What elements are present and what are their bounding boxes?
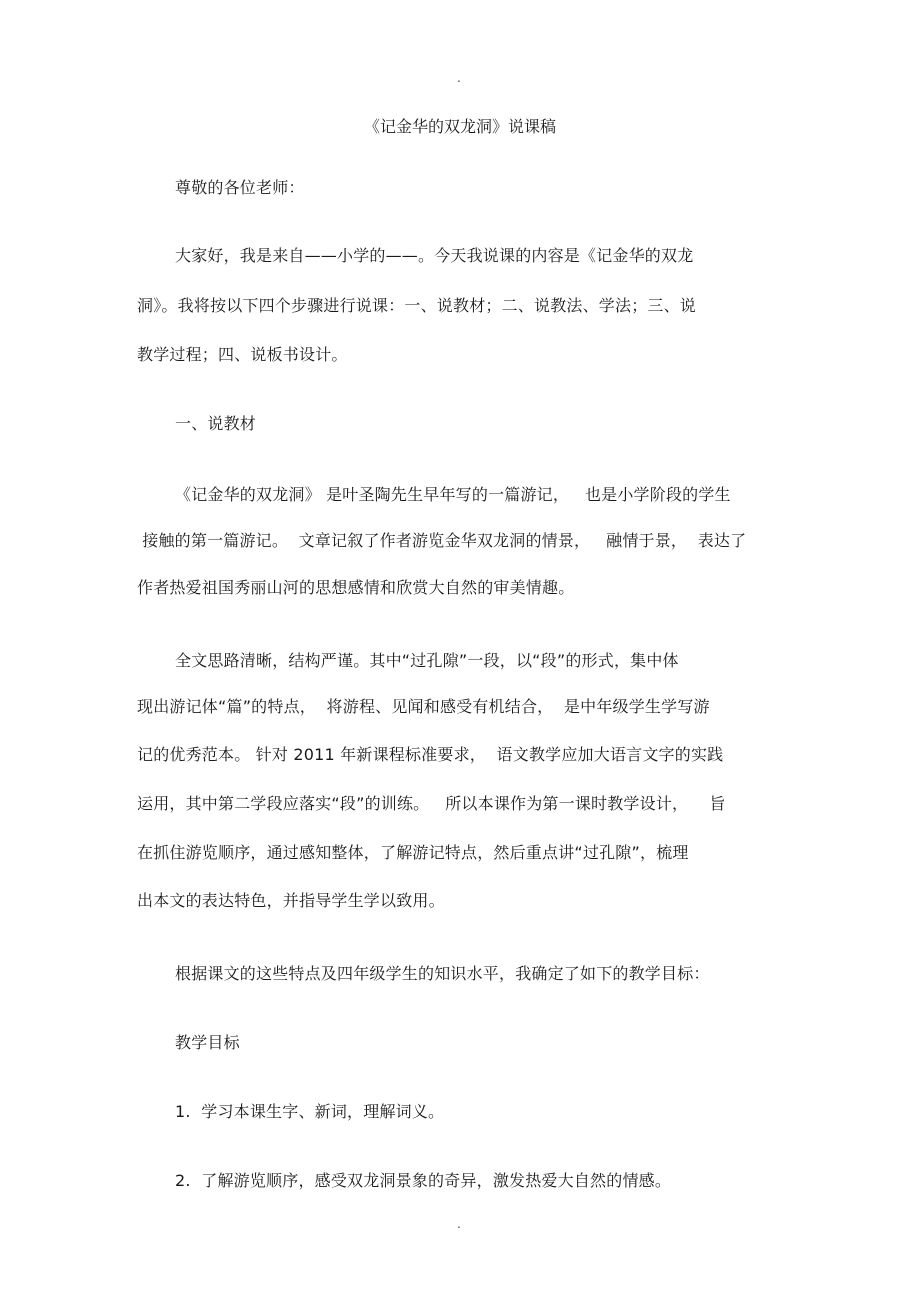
page-bottom-mark: . bbox=[457, 1217, 461, 1231]
para2-line-3: 记的优秀范本。 针对 2011 年新课程标准要求， 语文教学应加大语言文字的实践 bbox=[137, 745, 724, 764]
para1-line-1: 《记金华的双龙洞》 是叶圣陶先生早年写的一篇游记， 也是小学阶段的学生 bbox=[175, 485, 731, 504]
goal-item: 1. 学习本课生字、新词，理解词义。 bbox=[175, 1102, 445, 1121]
page-top-mark: . bbox=[457, 71, 461, 85]
intro-line-1: 大家好，我是来自——小学的——。今天我说课的内容是《记金华的双龙 bbox=[175, 246, 694, 265]
section-heading-materials: 一、说教材 bbox=[175, 414, 257, 433]
document-title: 《记金华的双龙洞》说课稿 bbox=[363, 117, 556, 136]
para2-line-1: 全文思路清晰，结构严谨。其中“过孔隙”一段，以“段”的形式，集中体 bbox=[175, 651, 679, 670]
para2-line-5: 在抓住游览顺序，通过感知整体，了解游记特点，然后重点讲“过孔隙”，梳理 bbox=[137, 843, 689, 862]
para1-line-2: 接触的第一篇游记。 文章记叙了作者游览金华双龙洞的情景， 融情于景， 表达了 bbox=[137, 531, 747, 550]
materials-paragraph-3: 根据课文的这些特点及四年级学生的知识水平，我确定了如下的教学目标： bbox=[175, 964, 710, 983]
intro-line-2: 洞》。我将按以下四个步骤进行说课：一、说教材；二、说教法、学法；三、说 bbox=[137, 296, 697, 315]
goals-heading: 教学目标 bbox=[175, 1033, 240, 1052]
para2-line-2: 现出游记体“篇”的特点， 将游程、见闻和感受有机结合， 是中年级学生学写游 bbox=[137, 697, 710, 716]
para2-line-6: 出本文的表达特色，并指导学生学以致用。 bbox=[137, 891, 445, 910]
greeting: 尊敬的各位老师： bbox=[175, 178, 305, 197]
goal-item: 2. 了解游览顺序，感受双龙洞景象的奇异，激发热爱大自然的情感。 bbox=[175, 1171, 672, 1190]
para1-line-3: 作者热爱祖国秀丽山河的思想感情和欣赏大自然的审美情趣。 bbox=[137, 578, 575, 597]
para2-line-4: 运用，其中第二学段应落实“段”的训练。 所以本课作为第一课时教学设计， 旨 bbox=[137, 794, 726, 813]
intro-line-3: 教学过程；四、说板书设计。 bbox=[137, 345, 348, 364]
